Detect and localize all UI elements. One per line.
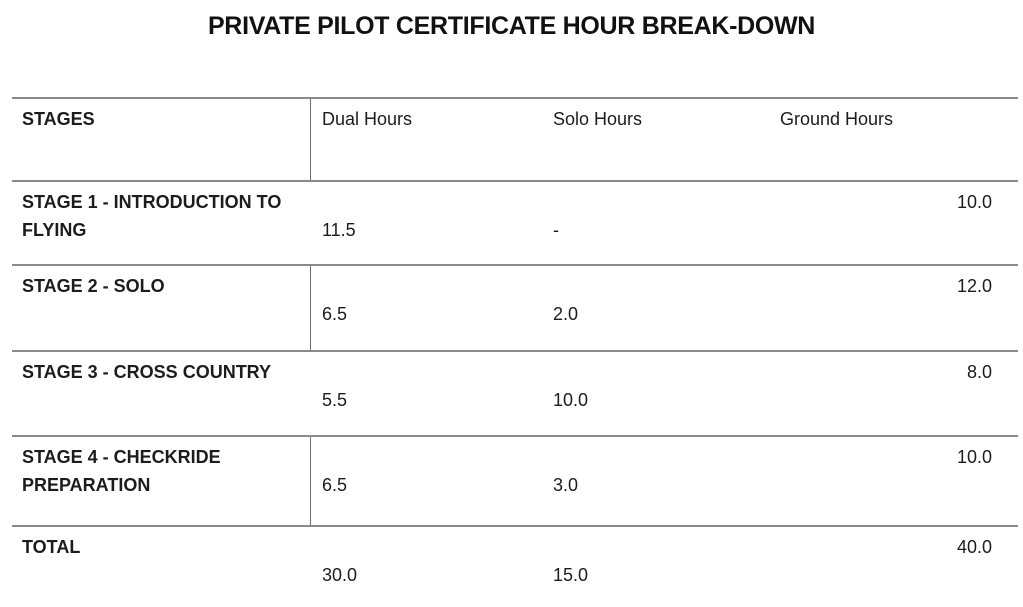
header-stages: STAGES xyxy=(22,109,95,129)
solo-hours-cell: 10.0 xyxy=(553,390,589,410)
stage-cell: STAGE 1 - INTRODUCTION TO FLYING xyxy=(22,192,282,240)
dual-hours-cell: 6.5 xyxy=(322,304,348,324)
table-header-row xyxy=(12,97,1018,182)
page-title: PRIVATE PILOT CERTIFICATE HOUR BREAK-DOWN xyxy=(207,12,816,40)
table-row-stage-3 xyxy=(12,352,1018,437)
ground-hours-cell: 10.0 xyxy=(956,192,992,212)
solo-hours-cell: - xyxy=(553,220,559,240)
ground-hours-cell: 10.0 xyxy=(956,447,992,467)
column-divider xyxy=(310,437,311,525)
dual-hours-cell: 6.5 xyxy=(322,475,348,495)
solo-hours-cell: 2.0 xyxy=(553,304,579,324)
column-divider xyxy=(310,99,311,180)
table-row-stage-4 xyxy=(12,437,1018,527)
ground-hours-cell: 12.0 xyxy=(956,276,992,296)
header-solo-hours: Solo Hours xyxy=(553,109,643,129)
ground-hours-cell: 40.0 xyxy=(956,537,992,557)
stage-cell: TOTAL xyxy=(22,537,81,557)
solo-hours-cell: 15.0 xyxy=(553,565,589,585)
header-dual-hours: Dual Hours xyxy=(322,109,413,129)
column-divider xyxy=(310,266,311,350)
stage-cell: STAGE 4 - CHECKRIDE PREPARATION xyxy=(22,447,221,495)
hour-breakdown-table xyxy=(12,97,1018,607)
dual-hours-cell: 11.5 xyxy=(322,220,356,240)
ground-hours-cell: 8.0 xyxy=(966,362,992,382)
table-row-total xyxy=(12,527,1018,607)
stage-cell: STAGE 2 - SOLO xyxy=(22,276,165,296)
table-row-stage-2 xyxy=(12,266,1018,352)
solo-hours-cell: 3.0 xyxy=(553,475,579,495)
stage-cell: STAGE 3 - CROSS COUNTRY xyxy=(22,362,272,382)
dual-hours-cell: 5.5 xyxy=(322,390,348,410)
dual-hours-cell: 30.0 xyxy=(322,565,358,585)
table-row-stage-1 xyxy=(12,182,1018,266)
header-ground-hours: Ground Hours xyxy=(780,109,894,129)
